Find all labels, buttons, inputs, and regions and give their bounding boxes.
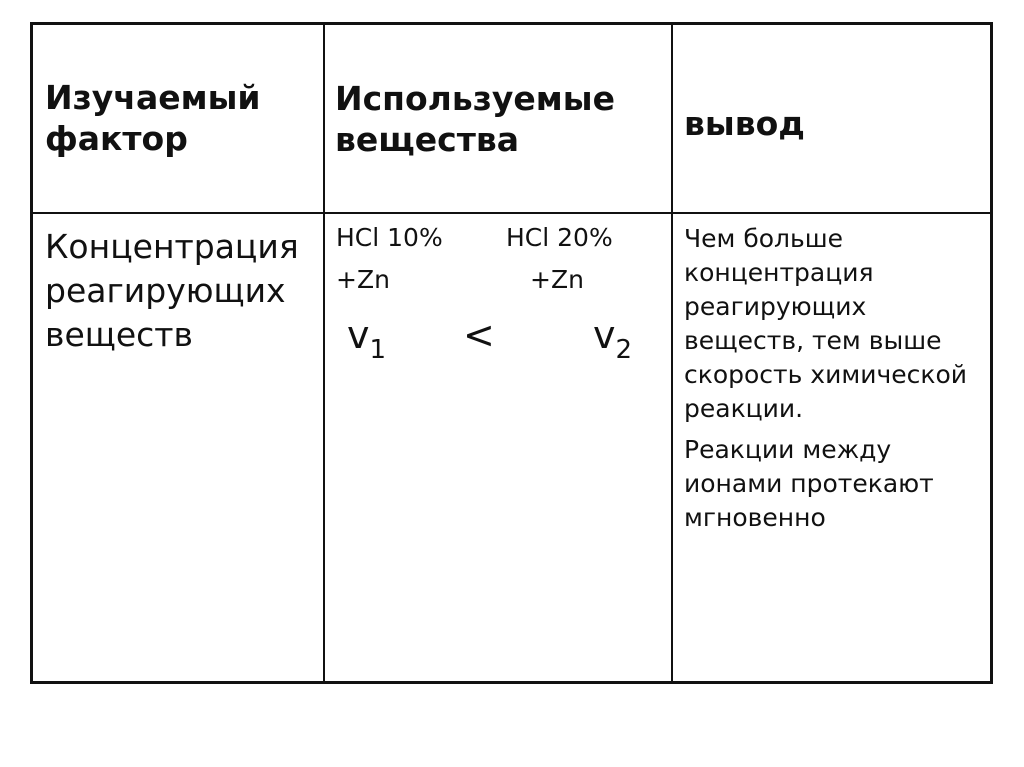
comparison-table [30,22,993,684]
rate-v1 [347,313,386,365]
factor-line-2: реагирующих [45,271,286,310]
header-factor-line-1: Изучаемый [45,78,261,117]
header-substances-line-2: вещества [335,120,519,159]
header-conclusion [684,103,805,144]
header-substances-line-1: Используемые [335,79,615,118]
header-substances [335,78,615,160]
conclusion-text [684,222,967,426]
rate-v1-subscript: 1 [369,335,387,365]
header-divider [33,212,990,214]
conclusion-line-5: скорость химической [684,360,967,389]
conclusion-line-3: реагирующих [684,292,867,321]
note-line-1: Реакции между [684,435,892,464]
column-divider-2 [671,25,673,681]
right-metal: +Zn [530,265,584,294]
header-conclusion-line-1: вывод [684,104,805,143]
rate-v2 [593,313,632,365]
header-factor-line-2: фактор [45,119,188,158]
rate-v1-symbol: v [347,313,370,357]
conclusion-line-1: Чем больше [684,224,844,253]
column-divider-1 [323,25,325,681]
conclusion-line-4: веществ, тем выше [684,326,942,355]
right-acid: HCl 20% [506,223,613,252]
comparison-sign: < [463,313,495,357]
note-line-3: мгновенно [684,503,826,532]
left-acid: HCl 10% [336,223,443,252]
factor-cell [45,225,299,357]
note-text [684,433,934,535]
factor-line-3: веществ [45,315,193,354]
conclusion-line-2: концентрация [684,258,874,287]
header-factor [45,77,261,159]
conclusion-line-6: реакции. [684,394,804,423]
factor-line-1: Концентрация [45,227,299,266]
rate-v2-subscript: 2 [615,335,633,365]
note-line-2: ионами протекают [684,469,934,498]
rate-v2-symbol: v [593,313,616,357]
left-metal: +Zn [336,265,390,294]
